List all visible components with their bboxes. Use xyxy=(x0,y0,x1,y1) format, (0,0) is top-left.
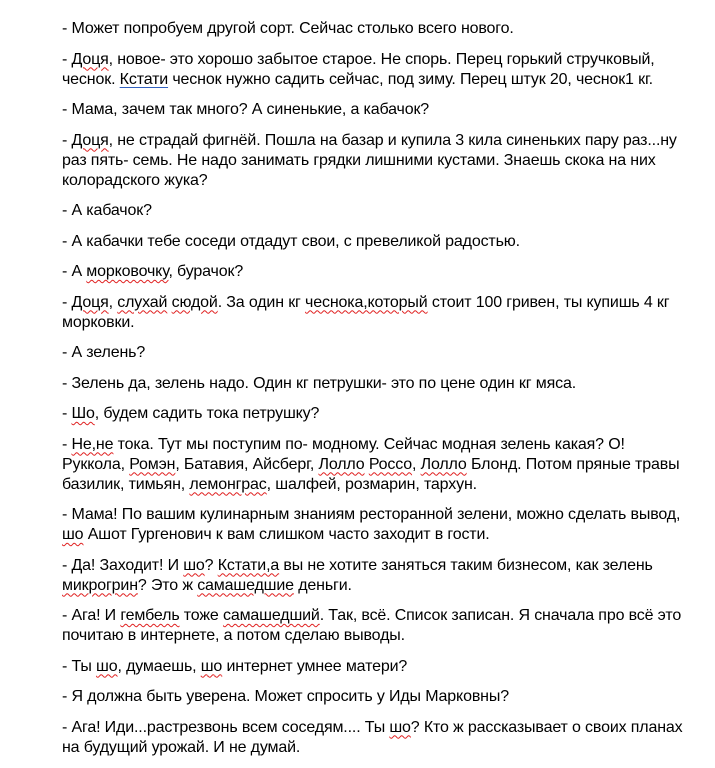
text-segment: - Может попробуем другой сорт. Сейчас столько всего нового. xyxy=(62,20,514,37)
dialogue-paragraph xyxy=(62,50,690,90)
text-segment: - xyxy=(62,293,72,311)
spelling-error-word[interactable]: микрогрин xyxy=(62,576,138,594)
spelling-error-word[interactable]: Ромэн xyxy=(129,455,176,473)
dialogue-paragraph xyxy=(62,262,690,282)
spelling-error-word[interactable]: морковочку xyxy=(86,263,169,280)
text-segment: , будем садить тока петрушку? xyxy=(94,405,320,422)
dialogue-paragraph xyxy=(62,657,690,677)
spelling-error-word[interactable]: чеснока,который xyxy=(305,293,428,311)
text-segment: тока. Тут мы поступим по- модному. Сейчас модная зелень какая? О! Руккола, xyxy=(62,435,625,473)
text-segment: - Зелень да, зелень надо. Один кг петрушки- это по цене один кг мяса. xyxy=(62,374,576,392)
spelling-error-word[interactable]: Доця xyxy=(71,293,109,311)
dialogue-paragraph xyxy=(62,556,690,596)
text-segment: - Ага! Иди...растрезвонь всем соседям.... Ты xyxy=(62,718,390,736)
dialogue-paragraph xyxy=(62,201,690,221)
spelling-error-word[interactable]: Кстати,а xyxy=(217,556,280,574)
dialogue-paragraph xyxy=(62,293,690,333)
spelling-error-word[interactable]: Лолло xyxy=(318,455,365,473)
spelling-error-word[interactable]: Доця xyxy=(71,50,109,68)
spelling-error-word[interactable]: слухай xyxy=(117,293,168,311)
text-segment: ? Кто ж рассказывает о своих планах на будущий урожай. И не думай. xyxy=(62,718,683,756)
text-segment: тоже xyxy=(179,607,223,624)
dialogue-paragraph xyxy=(62,343,690,363)
document-body xyxy=(62,19,690,768)
text-segment: Блонд. Потом пряные травы базилик, тимьян, xyxy=(62,455,680,493)
dialogue-paragraph xyxy=(62,19,690,39)
dialogue-paragraph xyxy=(62,131,690,191)
text-segment: , xyxy=(412,455,421,473)
dialogue-paragraph xyxy=(62,606,690,646)
text-segment: , бурачок? xyxy=(168,263,244,280)
dialogue-paragraph xyxy=(62,404,690,424)
text-segment: Ашот Гургенович к вам слишком часто заходит в гости. xyxy=(83,526,490,543)
text-segment: - Да! Заходит! И xyxy=(62,556,184,574)
text-segment: . За один кг xyxy=(217,293,306,311)
text-segment: , не страдай фигнёй. Пошла на базар и купила 3 кила синеньких пару раз...ну раз пять- семь. Не надо занимать грядки лишними кустами. Знаешь скока на них колорадского жука? xyxy=(62,131,677,189)
text-segment: , шалфей, розмарин, тархун. xyxy=(266,475,477,493)
text-segment: стоит 100 гривен, ты купишь 4 кг морковки. xyxy=(62,293,670,331)
spelling-error-word[interactable]: лемонграс xyxy=(189,475,267,493)
text-segment: - Ага! И xyxy=(62,607,121,624)
spelling-error-word[interactable]: сюдой xyxy=(171,293,218,311)
text-segment: , xyxy=(108,293,118,311)
spelling-error-word[interactable]: гембель xyxy=(120,607,180,624)
spelling-error-word[interactable]: Не,не xyxy=(71,435,114,453)
text-segment: интернет умнее матери? xyxy=(222,657,408,675)
text-segment: - А xyxy=(62,263,87,280)
text-segment: , новое- это хорошо забытое старое. Не спорь. Перец горький стручковый, чеснок. xyxy=(62,50,655,88)
dialogue-paragraph xyxy=(62,100,690,120)
text-segment: - Мама, зачем так много? А синенькие, а кабачок? xyxy=(62,101,430,118)
dialogue-paragraph xyxy=(62,435,690,495)
text-segment: , думаешь, xyxy=(117,657,201,675)
text-segment: ? xyxy=(204,556,218,574)
grammar-error-word[interactable]: Кстати xyxy=(119,70,169,88)
text-segment: - А кабачок? xyxy=(62,202,152,219)
dialogue-paragraph xyxy=(62,232,690,252)
text-segment: - xyxy=(62,435,72,453)
text-segment: - xyxy=(62,131,72,149)
spelling-error-word[interactable]: Доця xyxy=(71,131,109,149)
text-segment: - А кабачки тебе соседи отдадут свои, с превеликой радостью. xyxy=(62,232,520,250)
text-segment: - Я должна быть уверена. Может спросить у Иды Марковны? xyxy=(62,688,509,705)
spelling-error-word[interactable]: шо xyxy=(96,657,118,675)
text-segment: - А зелень? xyxy=(62,344,146,361)
spelling-error-word[interactable]: самашедший xyxy=(222,607,320,624)
spelling-error-word[interactable]: шо xyxy=(62,526,84,543)
text-segment: вы не хотите заняться таким бизнесом, как зелень xyxy=(279,556,653,574)
spelling-error-word[interactable]: шо xyxy=(200,657,223,675)
spelling-error-word[interactable]: шо xyxy=(389,718,411,736)
text-segment: деньги. xyxy=(293,576,352,594)
text-segment: - Мама! По вашим кулинарным знаниям ресторанной зелени, можно сделать вывод, xyxy=(62,506,681,523)
spelling-error-word[interactable]: Шо xyxy=(71,405,95,422)
text-segment: , Батавия, Айсберг, xyxy=(175,455,319,473)
text-segment: - xyxy=(62,50,72,68)
spelling-error-word[interactable]: шо xyxy=(183,556,205,574)
dialogue-paragraph xyxy=(62,505,690,545)
dialogue-paragraph xyxy=(62,687,690,707)
text-segment: - xyxy=(62,405,72,422)
dialogue-paragraph xyxy=(62,718,690,758)
text-segment: - Ты xyxy=(62,657,97,675)
spelling-error-word[interactable]: Лолло xyxy=(420,455,467,473)
spelling-error-word[interactable]: Россо xyxy=(368,455,413,473)
text-segment: ? Это ж xyxy=(137,576,198,594)
text-segment: чеснок нужно садить сейчас, под зиму. Перец штук 20, чеснок1 кг. xyxy=(168,70,653,88)
dialogue-paragraph xyxy=(62,374,690,394)
text-segment: . Так, всё. Список записан. Я сначала про всё это почитаю в интернете, а потом сделаю выводы. xyxy=(62,607,682,644)
spelling-error-word[interactable]: самашедшие xyxy=(197,576,294,594)
